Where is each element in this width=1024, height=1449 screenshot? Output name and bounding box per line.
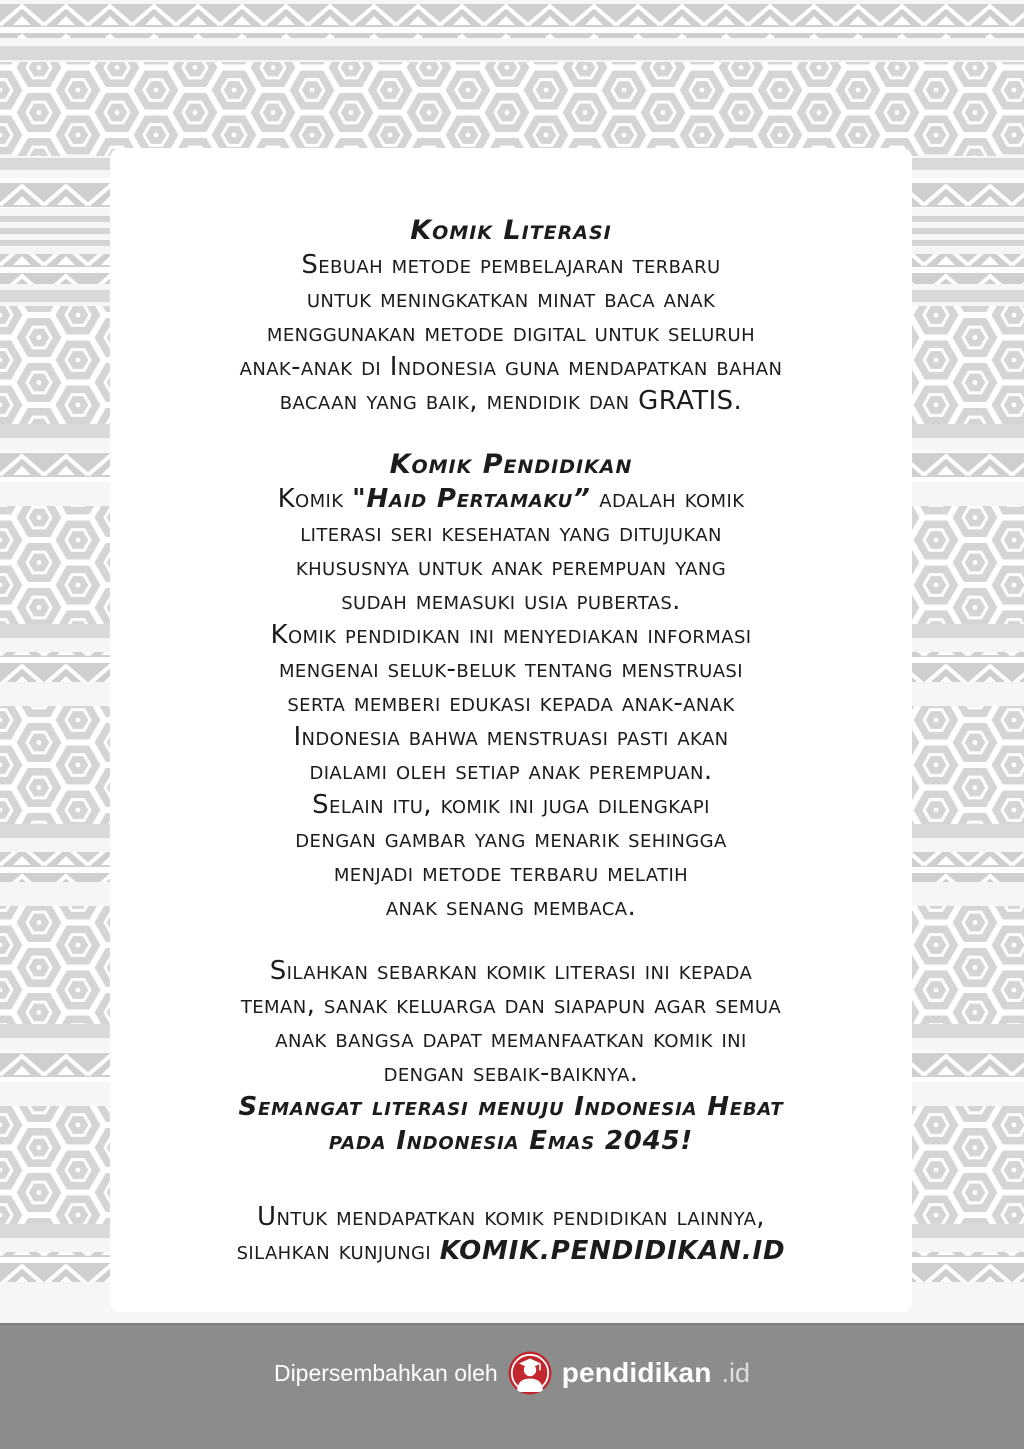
brand-suffix-text: .id — [721, 1357, 751, 1388]
slogan-line: pada Indonesia Emas 2045! — [328, 1126, 694, 1156]
section-title: Komik Literasi — [410, 215, 612, 246]
text-line: Komik pendidikan ini menyediakan informasi — [270, 620, 752, 650]
text-line: dialami oleh setiap anak perempuan. — [309, 756, 713, 786]
section-share-invitation — [154, 954, 868, 1158]
slogan-line: Semangat literasi menuju Indonesia Hebat — [238, 1092, 784, 1122]
text-segment: adalah komik — [590, 484, 745, 514]
text-line: untuk meningkatkan minat baca anak — [306, 284, 716, 314]
text-line: mengenai seluk-beluk tentang menstruasi — [279, 654, 743, 684]
text-line: khususnya untuk anak perempuan yang — [295, 552, 727, 582]
pendidikan-id-logo-icon — [508, 1351, 552, 1395]
text-line: Untuk mendapatkan komik pendidikan lainnya, — [257, 1202, 765, 1232]
comic-title-emphasis: "Haid Pertamaku” — [352, 484, 591, 514]
text-line: menggunakan metode digital untuk seluruh — [266, 318, 756, 348]
text-line: anak-anak di Indonesia guna mendapatkan bahan — [239, 352, 783, 382]
text-line: Silahkan sebarkan komik literasi ini kepada — [269, 956, 753, 986]
text-line: Indonesia bahwa menstruasi pasti akan — [293, 722, 729, 752]
section-more-comics — [154, 1200, 868, 1268]
text-line: bacaan yang baik, mendidik dan GRATIS. — [279, 386, 743, 416]
brand-name-text: pendidikan — [561, 1357, 712, 1388]
section-komik-pendidikan — [154, 448, 868, 924]
text-line: menjadi metode terbaru melatih — [333, 858, 689, 888]
website-url-text: KOMIK.PENDIDIKAN.ID — [439, 1236, 786, 1266]
text-line: dengan gambar yang menarik sehingga — [295, 824, 727, 854]
text-line: dengan sebaik-baiknya. — [383, 1058, 639, 1088]
text-line: teman, sanak keluarga dan siapapun agar semua — [240, 990, 782, 1020]
text-line — [154, 482, 868, 516]
text-line — [154, 1234, 868, 1268]
text-segment: silahkan kunjungi — [236, 1236, 440, 1266]
section-title: Komik Pendidikan — [389, 449, 633, 480]
section-komik-literasi — [154, 214, 868, 418]
text-line: sudah memasuki usia pubertas. — [341, 586, 681, 616]
text-line: serta memberi edukasi kepada anak-anak — [287, 688, 735, 718]
text-segment: Komik — [277, 484, 353, 514]
presented-by-text: Dipersembahkan oleh — [273, 1359, 498, 1386]
text-line: literasi seri kesehatan yang ditujukan — [300, 518, 722, 548]
footer-bar — [0, 1323, 1024, 1449]
text-line: Selain itu, komik ini juga dilengkapi — [312, 790, 710, 820]
text-line: Sebuah metode pembelajaran terbaru — [301, 250, 721, 280]
text-line: anak senang membaca. — [385, 892, 637, 922]
text-line: anak bangsa dapat memanfaatkan komik ini — [275, 1024, 747, 1054]
info-card — [110, 148, 912, 1312]
